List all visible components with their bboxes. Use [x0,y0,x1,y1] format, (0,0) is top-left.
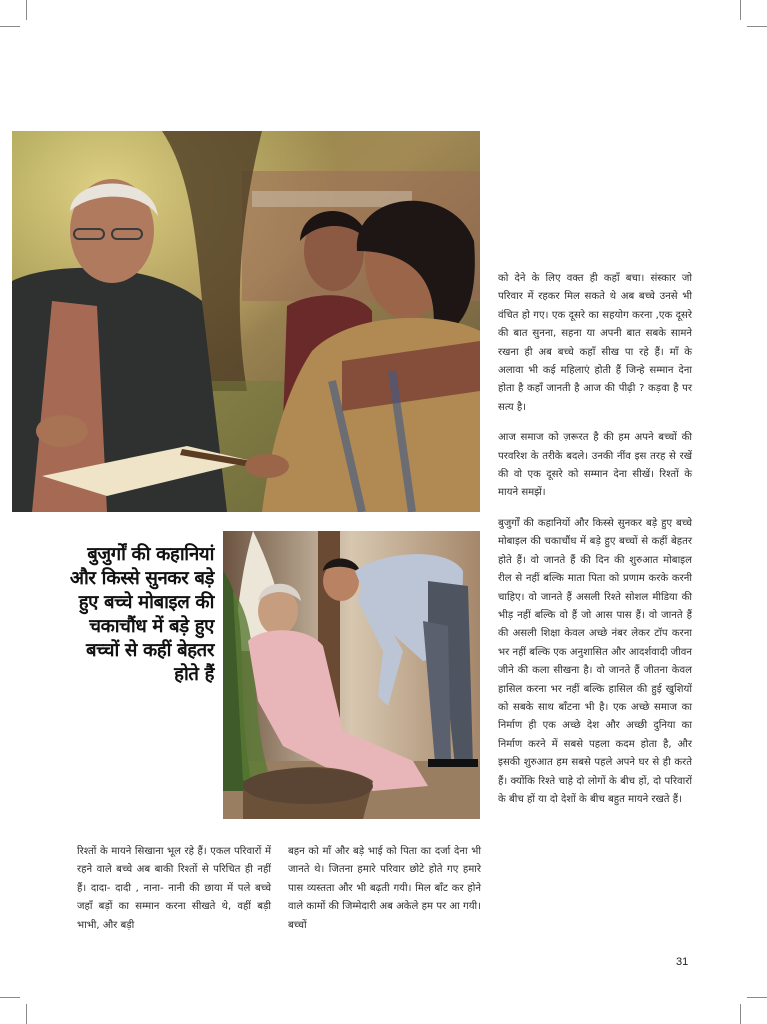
crop-mark [0,26,20,27]
pull-quote: बुजुर्गों की कहानियां और किस्से सुनकर बड़े हुए बच्चे मोबाइल की चकाचौंध में बड़े हुए बच्चों से कहीं बेहतर होते हैं [69,544,214,685]
right-column-paragraph-2: आज समाज को ज़रूरत है की हम अपने बच्चों की परवरिश के तरीके बदले। उनकी नींव इस तरह से रखें की वो एक दूसरे को सम्मान देना सीखें। रिश्तों के मायने समझें। [498,432,692,499]
right-column-paragraph-3: बुजुर्गों की कहानियों और किस्से सुनकर बड़े हुए बच्चे मोबाइल की चकाचौंध में बड़े हुए बच्चों से कहीं बेहतर होते हैं। वो जानते हैं की दिन की शुरुआत मोबाइल रील से नहीं बल्कि माता पिता को प्रणाम करके करनी चाहिए। वो जानते हैं असली रिश्ते सोशल मीडिया की भीड़ नहीं बल्कि वो हैं जो आस पास हैं। वो जानते हैं की असली शिक्षा केवल अच्छे नंबर लेकर टॉप करना भर नहीं बल्कि एक अनुशासित और आदर्शवादी जीवन जीने की कला सीखना है। वो जानते हैं जीतना केवल हासिल करना भर नहीं बल्कि हासिल की हुई खुशियों को सबके साथ बाँटना भी है। एक अच्छे समाज का निर्माण ही एक अच्छे देश और अच्छी दुनिया का निर्माण करने में सबसे पहला कदम होता है, और इसकी शुरुआत हम सबसे पहले अपने घर से ही करते हैं। क्योंकि रिश्ते चाहे दो लोगों के बीच हों, दो परिवारों के बीच हों या दो देशों के बीच बहुत मायने रखते हैं। [498,517,692,805]
bottom-left-column: रिश्तों के मायने सिखाना भूल रहे हैं। एकल परिवारों में रहने वाले बच्चे अब बाकी रिश्तों से परिचित ही नहीं हैं। दादा- दादी , नाना- नानी की छाया में पले बच्चे जहाँ बड़ों का सम्मान करना सीखते थे, वहीं बड़ी भाभी, और बड़ी [77,846,271,931]
crop-mark [740,0,741,20]
photo-paying-respect-illustration [223,531,480,819]
photo-elder-with-youths-illustration [12,131,480,512]
crop-mark [26,0,27,20]
crop-mark [747,997,767,998]
crop-mark [0,997,20,998]
bottom-middle-column: बहन को माँ और बड़े भाई को पिता का दर्जा देना भी जानते थे। जितना हमारे परिवार छोटे होते गए हमारे पास व्यस्तता और भी बढ़ती गयी। मिल बाँट कर होने वाले कामों की जिम्मेदारी अब अकेले हम पर आ गयी। बच्चों [288,846,481,931]
crop-mark [740,1004,741,1024]
right-column [498,270,692,821]
crop-mark [747,26,767,27]
crop-mark [26,1004,27,1024]
page-number: 31 [676,956,689,968]
photo-elder-with-youths [12,131,480,512]
photo-paying-respect [223,531,480,819]
right-column-paragraph-1: को देने के लिए वक्त ही कहाँ बचा। संस्कार जो परिवार में रहकर मिल सकते थे अब बच्चे उनसे भी वंचित हो गए। एक दूसरे का सहयोग करना ,एक दूसरे की बात सुनना, सहना या अपनी बात सबके सामने रखना ही अब बच्चे कहाँ सीख पा रहे हैं। माँ के अलावा भी कई महिलाएं होती हैं जिन्हे सम्मान देना होता है कहाँ जानती है आज की पीढ़ी ? कड़वा है पर सत्य है। [498,273,692,413]
